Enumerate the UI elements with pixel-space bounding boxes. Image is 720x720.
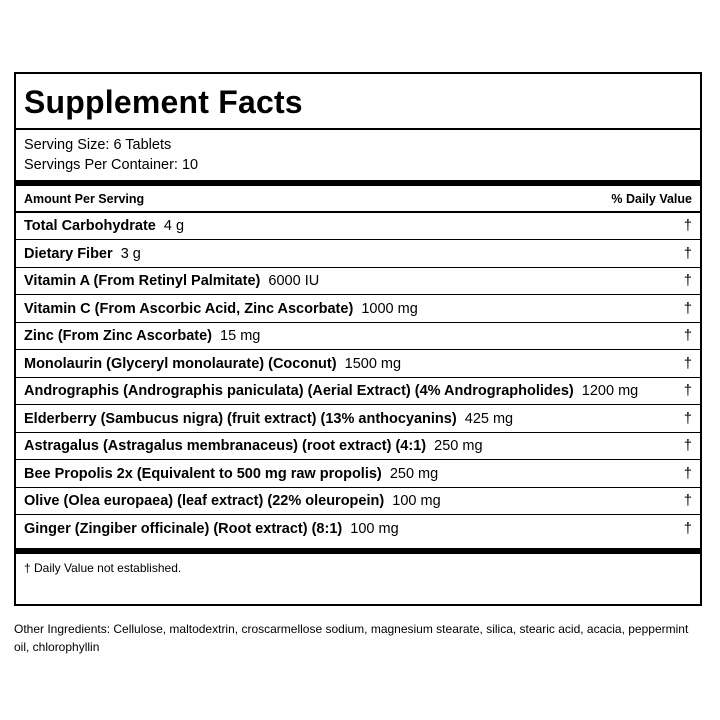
nutrient-row: [16, 488, 700, 515]
nutrient-label: [24, 466, 438, 482]
nutrient-row: [16, 323, 700, 350]
nutrient-label: [24, 356, 401, 372]
nutrient-row: [16, 296, 700, 323]
nutrient-label: [24, 218, 184, 234]
servings-per-container: Servings Per Container: 10: [24, 157, 199, 173]
nutrient-name: Zinc (From Zinc Ascorbate): [24, 328, 212, 344]
nutrient-amount: 1000 mg: [361, 300, 418, 317]
nutrient-label: [24, 411, 513, 427]
nutrient-name: Total Carbohydrate: [24, 218, 156, 234]
nutrient-name: Andrographis (Andrographis paniculata) (Aerial Extract) (4% Andrographolides): [24, 383, 574, 399]
nutrient-amount: 250 mg: [389, 465, 439, 482]
nutrient-amount: 3 g: [120, 245, 141, 262]
nutrient-label: [24, 301, 418, 317]
daily-value-dagger: †: [683, 438, 692, 454]
daily-value-dagger: †: [683, 328, 692, 344]
nutrient-label: [24, 246, 141, 262]
nutrient-amount: 100 mg: [392, 493, 441, 509]
nutrient-amount: 4 g: [163, 218, 185, 234]
daily-value-dagger: †: [683, 410, 692, 427]
daily-value-dagger: †: [683, 493, 692, 509]
nutrient-label: [24, 493, 441, 509]
daily-value-dagger: †: [683, 300, 692, 317]
daily-value-dagger: †: [683, 218, 692, 234]
nutrient-name: Ginger (Zingiber officinale) (Root extract) (8:1): [24, 520, 343, 537]
daily-value-dagger: †: [683, 465, 692, 482]
nutrient-amount: 1200 mg: [581, 383, 639, 399]
nutrient-label: [24, 521, 399, 537]
thick-divider-top: [16, 180, 700, 186]
nutrient-name: Astragalus (Astragalus membranaceus) (root extract) (4:1): [24, 438, 427, 454]
serving-size: Serving Size: 6 Tablets: [24, 137, 172, 153]
amount-per-serving-header: Amount Per Serving: [24, 192, 145, 206]
nutrient-name: Olive (Olea europaea) (leaf extract) (22% oleuropein): [24, 493, 385, 509]
nutrient-row: [16, 461, 700, 488]
nutrient-row: [16, 268, 700, 295]
nutrient-label: [24, 438, 483, 454]
nutrient-row: [16, 213, 700, 240]
thick-divider-bottom: [16, 548, 700, 554]
nutrient-name: Bee Propolis 2x (Equivalent to 500 mg raw propolis): [24, 465, 382, 482]
other-ingredients: Other Ingredients: Cellulose, maltodextrin, croscarmellose sodium, magnesium stearate, silica, stearic acid, acacia, peppermint oil, chlorophyllin: [14, 622, 689, 654]
nutrient-amount: 100 mg: [350, 520, 399, 537]
nutrient-row: [16, 433, 700, 460]
daily-value-dagger: †: [683, 273, 692, 289]
daily-value-header: % Daily Value: [611, 192, 692, 206]
nutrient-amount: 250 mg: [434, 438, 483, 454]
nutrient-label: [24, 383, 638, 399]
nutrient-row: [16, 241, 700, 268]
nutrient-row: [16, 406, 700, 433]
nutrient-name: Vitamin A (From Retinyl Palmitate): [24, 273, 261, 289]
panel-title: Supplement Facts: [24, 84, 303, 120]
nutrient-name: Elderberry (Sambucus nigra) (fruit extract) (13% anthocyanins): [24, 410, 457, 427]
nutrient-amount: 425 mg: [464, 410, 514, 427]
nutrient-label: [24, 328, 260, 344]
daily-value-dagger: †: [683, 383, 692, 399]
nutrient-row: [16, 516, 700, 543]
nutrient-name: Monolaurin (Glyceryl monolaurate) (Coconut): [24, 355, 337, 372]
nutrient-name: Dietary Fiber: [24, 245, 113, 262]
nutrient-row: [16, 378, 700, 405]
daily-value-dagger: †: [683, 355, 692, 372]
footnote: † Daily Value not established.: [24, 561, 182, 575]
supplement-facts-panel: [14, 72, 702, 606]
daily-value-dagger: †: [683, 520, 692, 537]
daily-value-dagger: †: [683, 245, 692, 262]
nutrient-amount: 15 mg: [220, 328, 261, 344]
nutrient-amount: 6000 IU: [268, 273, 320, 289]
nutrient-amount: 1500 mg: [344, 355, 402, 372]
nutrient-name: Vitamin C (From Ascorbic Acid, Zinc Ascorbate): [24, 300, 354, 317]
title-divider: [16, 128, 700, 130]
nutrient-label: [24, 273, 319, 289]
nutrient-row: [16, 351, 700, 378]
